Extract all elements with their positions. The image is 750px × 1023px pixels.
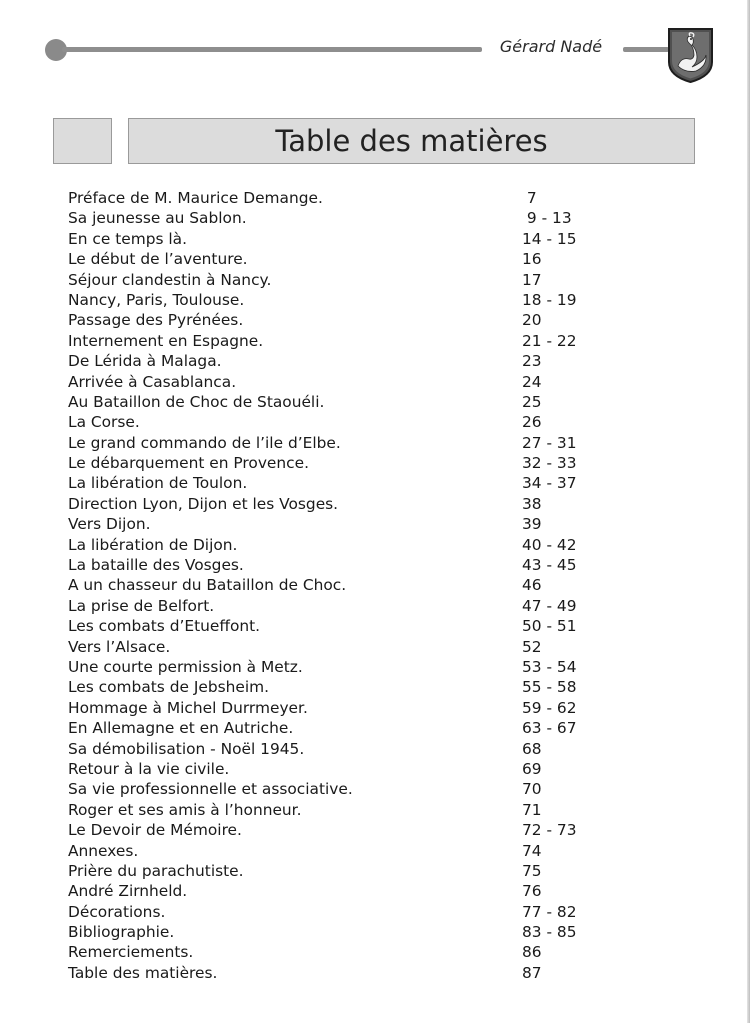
toc-entry-pages: 87	[522, 963, 542, 982]
toc-entry-pages: 43 - 45	[522, 556, 577, 575]
toc-entry	[68, 902, 628, 922]
toc-entry-title: André Zirnheld.	[68, 882, 188, 901]
toc-entry	[68, 494, 628, 514]
toc-entry-title: Nancy, Paris, Toulouse.	[68, 290, 245, 309]
toc-entry	[68, 820, 628, 840]
toc-entry-pages: 17	[522, 270, 542, 289]
toc-entry-title: Hommage à Michel Durrmeyer.	[68, 698, 308, 717]
toc-entry	[68, 841, 628, 861]
toc-entry	[68, 575, 628, 595]
toc-entry	[68, 433, 628, 453]
toc-entry-pages: 40 - 42	[522, 535, 577, 554]
toc-entry-title: La prise de Belfort.	[68, 596, 215, 615]
toc-entry-title: Internement en Espagne.	[68, 331, 264, 350]
toc-entry-pages: 68	[522, 739, 542, 758]
toc-entry-title: Préface de M. Maurice Demange.	[68, 189, 323, 207]
toc-entry-title: Les combats d’Etueffont.	[68, 617, 261, 636]
toc-entry-title: Sa jeunesse au Sablon.	[68, 209, 247, 228]
toc-entry-title: A un chasseur du Bataillon de Choc.	[68, 576, 347, 595]
toc-entry-pages: 70	[522, 780, 542, 799]
toc-entry	[68, 800, 628, 820]
toc-entry-pages: 18 - 19	[522, 290, 577, 309]
toc-entry-pages: 52	[522, 637, 542, 656]
toc-entry-pages: 76	[522, 882, 542, 901]
toc-entry-title: Sa démobilisation - Noël 1945.	[68, 739, 305, 758]
toc-entry-pages: 55 - 58	[522, 678, 577, 697]
toc-entry	[68, 942, 628, 962]
toc-entry-pages: 63 - 67	[522, 719, 577, 738]
toc-entry-title: Retour à la vie civile.	[68, 759, 230, 778]
toc-entry	[68, 596, 628, 616]
toc-entry	[68, 310, 628, 330]
toc-entry-pages: 69	[522, 759, 542, 778]
toc-entry	[68, 657, 628, 677]
toc-entry-title: Séjour clandestin à Nancy.	[68, 270, 272, 289]
toc-entry-pages: 38	[522, 494, 542, 513]
toc-entry-title: De Lérida à Malaga.	[68, 352, 222, 371]
toc-entry-pages: 26	[522, 413, 542, 432]
table-of-contents	[68, 188, 628, 983]
toc-entry-pages: 24	[522, 372, 542, 391]
toc-entry-title: Prière du parachutiste.	[68, 861, 244, 880]
toc-entry	[68, 718, 628, 738]
toc-entry	[68, 514, 628, 534]
toc-entry	[68, 779, 628, 799]
toc-entry-title: En ce temps là.	[68, 229, 187, 248]
toc-entry-pages: 86	[522, 943, 542, 962]
toc-entry	[68, 861, 628, 881]
toc-entry-title: Les combats de Jebsheim.	[68, 678, 270, 697]
toc-entry-pages: 72 - 73	[522, 821, 577, 840]
toc-entry-title: Sa vie professionnelle et associative.	[68, 780, 353, 799]
toc-entry-pages: 27 - 31	[522, 433, 577, 452]
toc-entry	[68, 270, 628, 290]
toc-entry-pages: 20	[522, 311, 542, 330]
toc-entry-title: Remerciements.	[68, 943, 194, 962]
toc-entry	[68, 372, 628, 392]
toc-entry-pages: 83 - 85	[522, 923, 577, 942]
toc-entry	[68, 392, 628, 412]
toc-entry-title: La Corse.	[68, 413, 140, 432]
toc-entry-pages: 77 - 82	[522, 902, 577, 921]
toc-entry-title: Vers Dijon.	[68, 515, 151, 534]
toc-entry-title: Le début de l’aventure.	[68, 250, 248, 269]
toc-entry-pages: 59 - 62	[522, 698, 577, 717]
toc-entry-pages: 32 - 33	[522, 454, 577, 473]
toc-entry-pages: 50 - 51	[522, 617, 577, 636]
running-header-author: Gérard Nadé	[499, 37, 603, 56]
toc-entry-pages: 7	[522, 189, 537, 207]
toc-entry-pages: 71	[522, 800, 542, 819]
toc-entry-title: Roger et ses amis à l’honneur.	[68, 800, 302, 819]
toc-entry	[68, 637, 628, 657]
toc-entry-title: La libération de Toulon.	[68, 474, 248, 493]
toc-entry	[68, 677, 628, 697]
toc-entry	[68, 188, 628, 208]
title-side-box	[53, 118, 112, 164]
toc-entry-pages: 47 - 49	[522, 596, 577, 615]
toc-entry-title: Annexes.	[68, 841, 139, 860]
coat-of-arms-swan-icon	[667, 26, 714, 84]
toc-entry-title: Direction Lyon, Dijon et les Vosges.	[68, 494, 339, 513]
header-rule-right	[623, 47, 669, 52]
toc-entry-title: Arrivée à Casablanca.	[68, 372, 237, 391]
toc-entry-title: Le débarquement en Provence.	[68, 454, 309, 473]
toc-entry	[68, 331, 628, 351]
toc-entry-title: Le Devoir de Mémoire.	[68, 821, 242, 840]
toc-entry-title: Décorations.	[68, 902, 166, 921]
toc-entry	[68, 922, 628, 942]
toc-entry	[68, 881, 628, 901]
page-title-box	[128, 118, 695, 164]
toc-entry-pages: 25	[522, 392, 542, 411]
toc-entry-title: Le grand commando de l’ile d’Elbe.	[68, 433, 341, 452]
toc-entry-title: La libération de Dijon.	[68, 535, 238, 554]
toc-entry-title: Bibliographie.	[68, 923, 175, 942]
toc-entry-title: Vers l’Alsace.	[68, 637, 171, 656]
toc-entry-title: Une courte permission à Metz.	[68, 657, 303, 676]
toc-entry-title: Table des matières.	[68, 963, 218, 982]
toc-entry-pages: 74	[522, 841, 542, 860]
toc-entry	[68, 249, 628, 269]
toc-entry	[68, 698, 628, 718]
toc-entry	[68, 351, 628, 371]
toc-entry	[68, 963, 628, 983]
toc-entry-pages: 23	[522, 352, 542, 371]
toc-entry-pages: 39	[522, 515, 542, 534]
toc-entry-pages: 21 - 22	[522, 331, 577, 350]
toc-entry-pages: 9 - 13	[522, 209, 572, 228]
toc-entry	[68, 759, 628, 779]
toc-entry	[68, 453, 628, 473]
toc-entry-pages: 14 - 15	[522, 229, 577, 248]
toc-entry	[68, 535, 628, 555]
header-rule-left	[62, 47, 482, 52]
toc-entry	[68, 208, 628, 228]
toc-entry-pages: 34 - 37	[522, 474, 577, 493]
toc-entry	[68, 473, 628, 493]
toc-entry	[68, 739, 628, 759]
toc-entry	[68, 555, 628, 575]
toc-entry	[68, 229, 628, 249]
toc-entry	[68, 616, 628, 636]
toc-entry-pages: 53 - 54	[522, 657, 577, 676]
toc-entry-pages: 16	[522, 250, 542, 269]
toc-entry-title: La bataille des Vosges.	[68, 556, 244, 575]
toc-entry	[68, 290, 628, 310]
toc-entry-title: Passage des Pyrénées.	[68, 311, 244, 330]
toc-entry-title: En Allemagne et en Autriche.	[68, 719, 294, 738]
toc-entry-pages: 46	[522, 576, 542, 595]
toc-entry-title: Au Bataillon de Choc de Staouéli.	[68, 392, 325, 411]
page-title: Table des matières	[275, 124, 548, 158]
toc-entry	[68, 412, 628, 432]
toc-entry-pages: 75	[522, 861, 542, 880]
